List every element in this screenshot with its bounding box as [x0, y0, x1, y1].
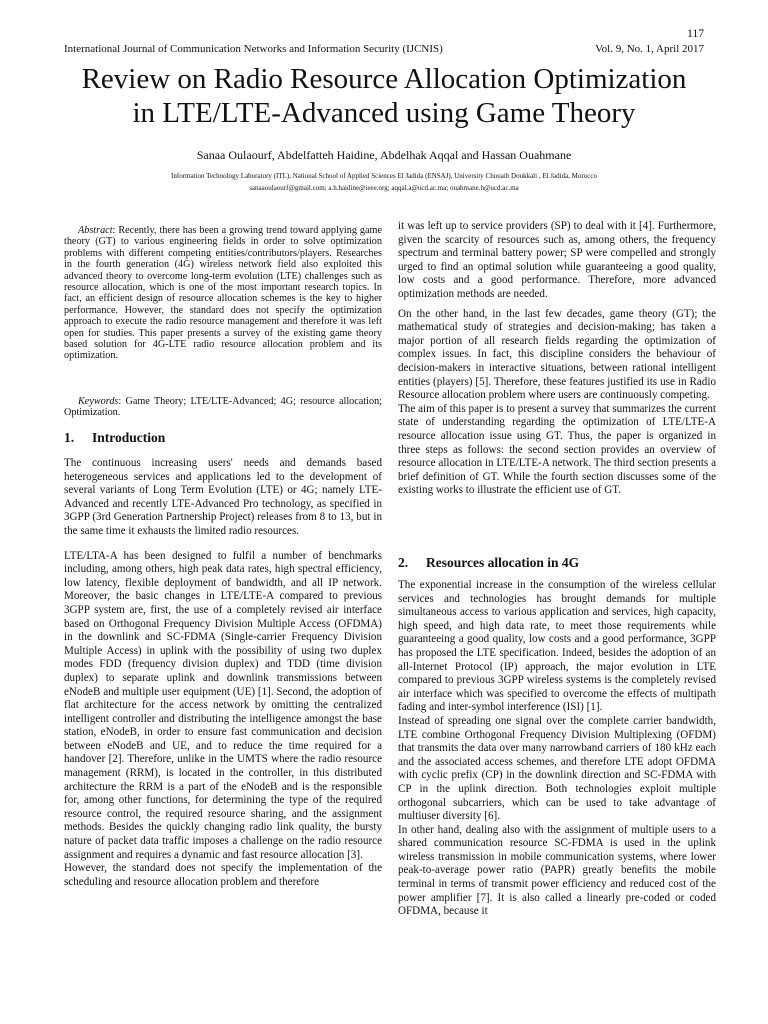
volume-info: Vol. 9, No. 1, April 2017 — [595, 43, 704, 55]
section-2-heading — [398, 555, 716, 571]
left-column-body — [64, 457, 382, 889]
section-1-number: 1. — [64, 430, 75, 445]
affiliation: Information Technology Laboratory (ITL), National School of Applied Sciences El Jadida (ENSAJ), University Chouaib Doukkali , El Jadida, Morocco — [171, 172, 597, 180]
keywords-label: Keywords — [78, 396, 119, 407]
section-2-paragraph-3: In other hand, dealing also with the assignment of multiple users to a shared communication resource SC-FDMA is used in the uplink wireless transmission in mobile communication systems, where lower peak-to-average power ratio (PAPR) greatly benefits the mobile terminal in terms of transmit power efficiency and reduced cost of the power amplifier [7]. It is also called a linearly pre-coded or coded OFDMA, because it — [398, 823, 716, 918]
section-1-paragraph-3: However, the standard does not specify the implementation of the scheduling and resource allocation problem and therefore — [64, 862, 382, 888]
title-line-1: Review on Radio Resource Allocation Optimization — [81, 63, 687, 95]
abstract-label: Abstract — [78, 225, 113, 236]
section-1-paragraph-3-continued: it was left up to service providers (SP) to deal with it [4]. Furthermore, given the scarcity of resources such as, among others, the frequency spectrum and terminal battery power; SP were compelled and strongly urged to find an optimal solution while guaranteeing a good quality, low costs and a good performance. Therefore, more advanced optimization methods are needed. — [398, 220, 716, 300]
author-emails: sanaaoulaourf@gmail.com; a.h.haidine@ieee.org; aqqal.a@ucd.ac.ma; ouahmane.h@ucd.ac.ma — [249, 184, 519, 192]
keywords-text: : Game Theory; LTE/LTE-Advanced; 4G; resource allocation; Optimization. — [64, 396, 382, 419]
section-1-paragraph-4: On the other hand, in the last few decades, game theory (GT); the mathematical study of strategies and decision-making; has taken a major portion of all research fields regarding the optimization of complex issues. In fact, this discipline considers the behaviour of decision-makers in interactive situations, between rational intelligent entities (players) [5]. Therefore, these features justified its use in Radio Resource allocation problem where users are continuously competing. — [398, 307, 716, 402]
section-1-paragraph-1: The continuous increasing users' needs and demands based heterogeneous services and applications led to the development of several variants of Long Term Evolution (LTE) or 4G; namely LTE-Advanced and recently LTE-Advanced Pro technology, as specified in 3GPP (3rd Generation Partnership Project) releases from 8 to 13, but in the same time it exhausts the limited radio resources. — [64, 457, 382, 537]
abstract-text: : Recently, there has been a growing trend toward applying game theory (GT) to various engineering fields in order to solve optimization problems with different competing entities/contributors/players. Researches in the fourth generation (4G) wireless network field also exploited this advanced theory to overcome long-term evolution (LTE) challenges such as resource allocation, which is one of the most important research topics. In fact, an efficient design of resource allocation schemes is the key to higher performance. However, the standard does not specify the optimization approach to execute the radio resource management and therefore it was left open for studies. This paper presents a survey of the existing game theory based solution for 4G-LTE radio resource allocation problem and its optimization. — [64, 225, 382, 362]
authors: Sanaa Oulaourf, Abdelfatteh Haidine, Abdelhak Aqqal and Hassan Ouahmane — [196, 148, 572, 162]
section-2-title: Resources allocation in 4G — [426, 555, 580, 570]
page-number: 117 — [687, 28, 704, 40]
section-1-title: Introduction — [92, 430, 166, 445]
keywords — [64, 396, 382, 419]
section-2-number: 2. — [398, 555, 409, 570]
abstract — [64, 225, 382, 362]
paper-title — [40, 62, 728, 130]
journal-name: International Journal of Communication Networks and Information Security (IJCNIS) — [64, 43, 443, 55]
section-1-paragraph-2: LTE/LTA-A has been designed to fulfil a number of benchmarks including, among others, high peak data rates, high spectral efficiency, low latency, flexible deployment of bandwidth, and all IP network. Moreover, the basic changes in LTE/LTE-A compared to previous 3GPP system are, first, the use of a completely revised air interface based on Orthogonal Frequency Division Multiple Access (OFDMA) in the downlink and SC-FDMA (Single-carrier Frequency Division Multiple Access) in uplink with the possibility of using two duplex modes FDD (frequency division duplex) and TDD (time division duplex) to separate uplink and downlink transmissions between eNodeB and multiple user equipment (UE) [1]. Second, the adoption of flat architecture for the access network by omitting the centralized intelligent controller and distributing the intelligence amongst the base station, eNodeB, in order to ensure fast communication and decision between eNodeB and UE, and to reduce the time required for a handover [2]. Therefore, unlike in the UMTS where the radio resource management (RRM), is located in the controller, in this distributed architecture the RRM is a part of the eNodeB and is the responsible for, among other functions, for determining the type of the required resource control, the required resource sharing, and the assignment methods. Besides the quickly changing radio link quality, the bursty nature of packet data traffic imposes a challenge on the radio resource assignment and requires a dynamic and fast resource allocation [3]. — [64, 549, 382, 861]
section-2-paragraph-2: Instead of spreading one signal over the complete carrier bandwidth, LTE combine Orthogonal Frequency Division Multiplexing (OFDM) that transmits the data over many narrowband carriers of 180 kHz each and the associated access schemes, and therefore LTE adopt OFDMA with cyclic prefix (CP) in the downlink direction and SC-FDMA with CP in the uplink direction. Both technologies exploit multiple orthogonal subcarriers, which can be used to take advantage of multiuser diversity [6]. — [398, 714, 716, 823]
section-2-body — [398, 579, 716, 919]
title-line-2: in LTE/LTE-Advanced using Game Theory — [132, 97, 636, 129]
right-column-body — [398, 220, 716, 498]
section-1-paragraph-5: The aim of this paper is to present a survey that summarizes the current state of understanding regarding the optimization of LTE/LTE-A resource allocation issue using GT. Thus, the paper is organized in three steps as follows: the second section provides an overview of resource allocation in LTE/LTE-A network. The third section presents a brief definition of GT. While the fourth section discusses some of the existing works to illustrate the efficient use of GT. — [398, 402, 716, 497]
section-2-paragraph-1: The exponential increase in the consumption of the wireless cellular services and technologies has brought demands for multiple simultaneous access to various application and services, high capacity, high speed, and high data rate, to meet those requirements while guaranteeing a good quality, low costs and a good performance, 3GPP has proposed the LTE specification. Indeed, besides the adoption of an all-Internet Protocol (IP) approach, the major evolution in LTE compared to previous 3GPP wireless systems is the completely revised air interface which was specified to overcome the effects of multipath fading and inter-symbol interference (ISI) [1]. — [398, 579, 716, 714]
section-1-heading — [64, 430, 382, 446]
